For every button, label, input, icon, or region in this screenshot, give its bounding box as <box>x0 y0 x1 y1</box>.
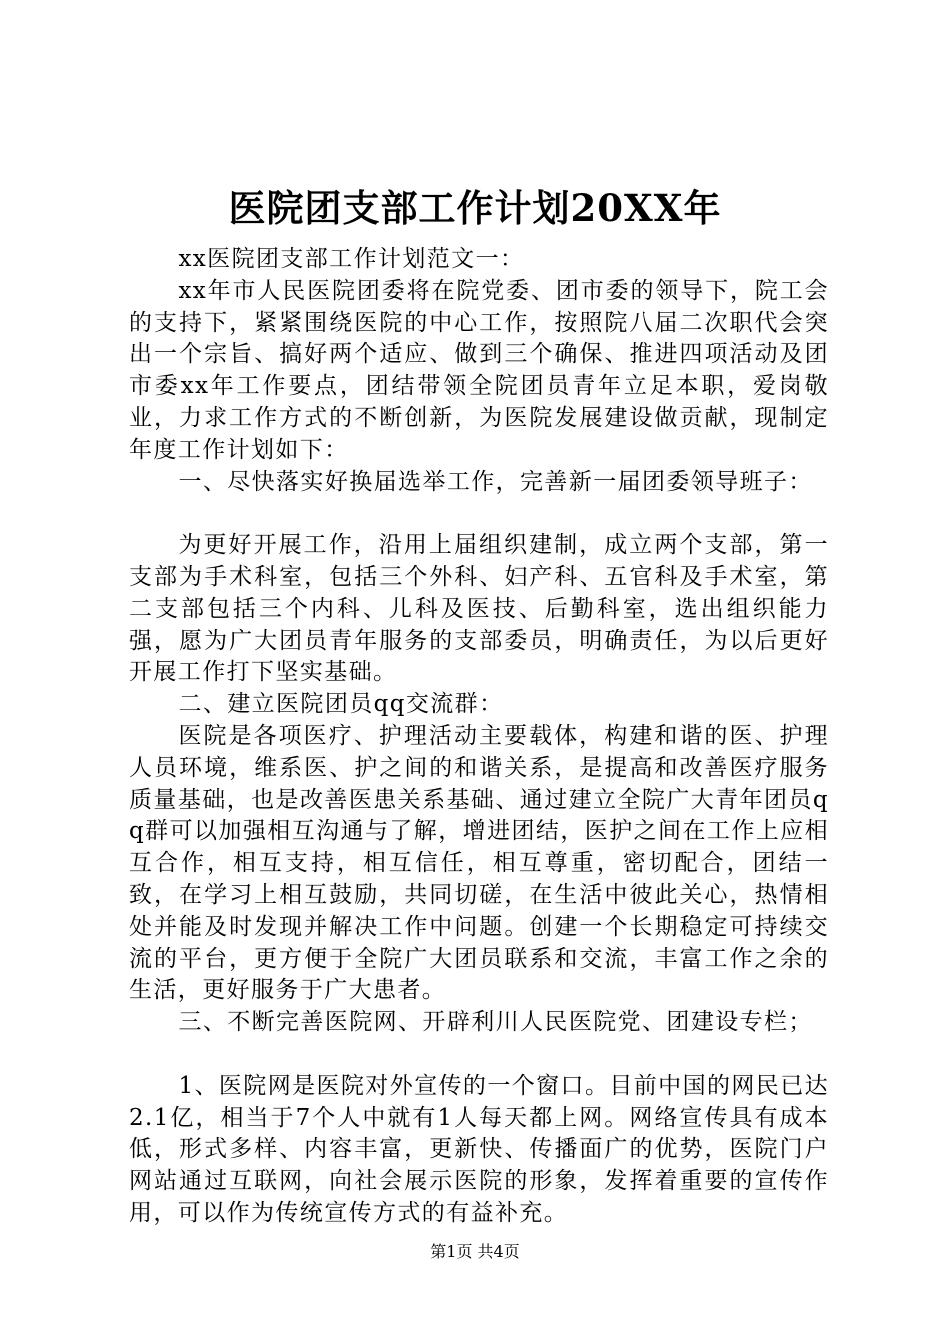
document-body <box>129 244 829 1230</box>
section-heading-1: 一、尽快落实好换届选举工作，完善新一届团委领导班子： <box>178 468 813 495</box>
section-heading-3: 三、不断完善医院网、开辟利川人民医院党、团建设专栏； <box>178 1009 813 1036</box>
blank-line <box>129 1039 829 1071</box>
paragraph-section-2: 医院是各项医疗、护理活动主要载体，构建和谐的医、护理人员环境，维系医、护之间的和谐关系，是提高和改善医疗服务质量基础，也是改善医患关系基础、通过建立全院广大青年团员qq群可以加强相互沟通与了解，增进团结，医护之间在工作上应相互合作，相互支持，相互信任，相互尊重，密切配合，团结一致，在学习上相互鼓励，共同切磋，在生活中彼此关心，热情相处并能及时发现并解决工作中问题。创建一个长期稳定可持续交流的平台，更方便于全院广大团员联系和交流，丰富工作之余的生活，更好服务于广大患者。 <box>129 722 829 1004</box>
paragraph-section-1: 为更好开展工作，沿用上届组织建制，成立两个支部，第一支部为手术科室，包括三个外科、妇产科、五官科及手术室，第二支部包括三个内科、儿科及医技、后勤科室，选出组织能力强，愿为广大团员青年服务的支部委员，明确责任，为以后更好开展工作打下坚实基础。 <box>129 532 829 686</box>
intro-line: xx医院团支部工作计划范文一： <box>178 246 525 272</box>
section-heading-2: 二、建立医院团员qq交流群： <box>178 691 504 718</box>
blank-line <box>129 498 829 530</box>
paragraph-section-3-item-1: 1、医院网是医院对外宣传的一个窗口。目前中国的网民已达2.1亿，相当于7个人中就有1人每天都上网。网络宣传具有成本低，形式多样、内容丰富，更新快、传播面广的优势，医院门户网站通过互联网，向社会展示医院的形象，发挥着重要的宣传作用，可以作为传统宣传方式的有益补充。 <box>129 1072 829 1226</box>
paragraph-overview: xx年市人民医院团委将在院党委、团市委的领导下，院工会的支持下，紧紧围绕医院的中心工作，按照院八届二次职代会突出一个宗旨、搞好两个适应、做到三个确保、推进四项活动及团市委xx年工作要点，团结带领全院团员青年立足本职，爱岗敬业，力求工作方式的不断创新，为医院发展建设做贡献，现制定年度工作计划如下： <box>129 277 829 463</box>
document-title: 医院团支部工作计划20XX年 <box>228 186 722 230</box>
page-number: 第1页 共4页 <box>430 1242 520 1261</box>
